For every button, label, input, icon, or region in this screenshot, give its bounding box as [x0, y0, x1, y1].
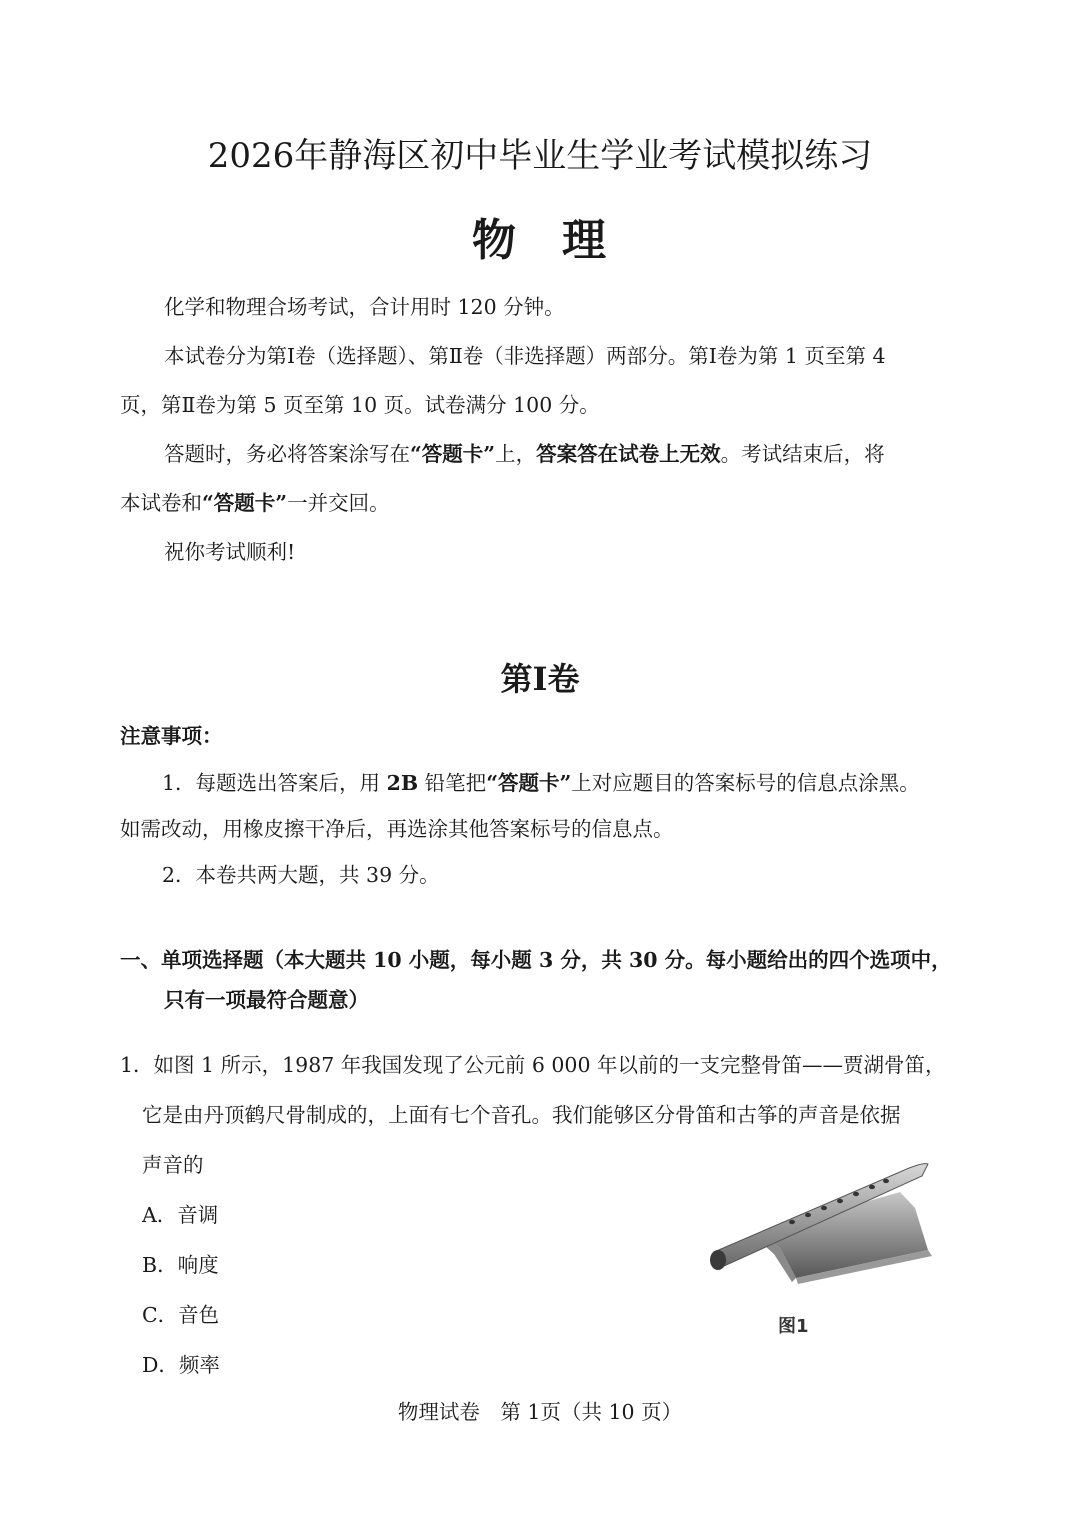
option-b: B．响度 — [142, 1253, 219, 1277]
invalid-answer-warning: 答案答在试卷上无效 — [536, 442, 721, 466]
notes-heading: 注意事项： — [120, 724, 223, 748]
intro-line-1: 化学和物理合场考试，合计用时 120 分钟。 — [164, 295, 565, 319]
subject-title — [0, 204, 1080, 268]
part-1-heading: 一、单项选择题（本大题共 10 小题，每小题 3 分，共 30 分。每小题给出的四个选项中， — [120, 948, 952, 972]
intro-line-4-e: 。考试结束后，将 — [720, 442, 885, 466]
bone-flute-figure — [700, 1150, 940, 1290]
question-1-line-3: 声音的 — [142, 1153, 204, 1177]
figure-label: 图1 — [778, 1316, 809, 1337]
section-title: 第Ⅰ卷 — [500, 660, 580, 698]
intro-line-5-c: 一并交回。 — [287, 491, 390, 515]
question-1-line-1: 1．如图 1 所示，1987 年我国发现了公元前 6 000 年以前的一支完整骨笛——贾湖骨笛， — [120, 1053, 946, 1077]
option-c: C．音色 — [142, 1303, 220, 1327]
note-1-a: 1．每题选出答案后，用 — [162, 771, 387, 795]
note-1 — [162, 771, 920, 795]
pencil-grade: 2B — [386, 771, 419, 795]
subject-char-1: 物 — [472, 215, 518, 266]
page-footer: 物理试卷 第 1页（共 10 页） — [397, 1400, 683, 1424]
exam-title: 2026年静海区初中毕业生学业考试模拟练习 — [207, 136, 873, 176]
intro-line-5-a: 本试卷和 — [120, 491, 202, 515]
note-1-e: 上对应题目的答案标号的信息点涂黑。 — [571, 771, 920, 795]
note-2: 2．本卷共两大题，共 39 分。 — [162, 863, 440, 887]
answer-card-term: “答题卡” — [410, 442, 496, 466]
option-d: D．频率 — [142, 1353, 220, 1377]
question-1-line-2: 它是由丹顶鹤尺骨制成的，上面有七个音孔。我们能够区分骨笛和古筝的声音是依据 — [142, 1103, 901, 1127]
answer-card-term-3: “答题卡” — [486, 771, 572, 795]
answer-card-term-2: “答题卡” — [202, 491, 288, 515]
subject-char-2: 理 — [562, 215, 608, 266]
intro-line-2: 本试卷分为第Ⅰ卷（选择题）、第Ⅱ卷（非选择题）两部分。第Ⅰ卷为第 1 页至第 4 — [164, 344, 886, 368]
note-1-continued: 如需改动，用橡皮擦干净后，再选涂其他答案标号的信息点。 — [120, 817, 674, 841]
intro-line-4-c: 上， — [495, 442, 537, 466]
option-a: A．音调 — [142, 1203, 219, 1227]
intro-line-3: 页，第Ⅱ卷为第 5 页至第 10 页。试卷满分 100 分。 — [120, 393, 600, 417]
note-1-c: 铅笔把 — [418, 771, 487, 795]
intro-line-4 — [164, 442, 885, 466]
intro-line-6: 祝你考试顺利! — [164, 540, 296, 564]
part-1-heading-cont: 只有一项最符合题意） — [164, 988, 369, 1012]
intro-line-4-a: 答题时，务必将答案涂写在 — [164, 442, 410, 466]
intro-line-5 — [120, 491, 390, 515]
